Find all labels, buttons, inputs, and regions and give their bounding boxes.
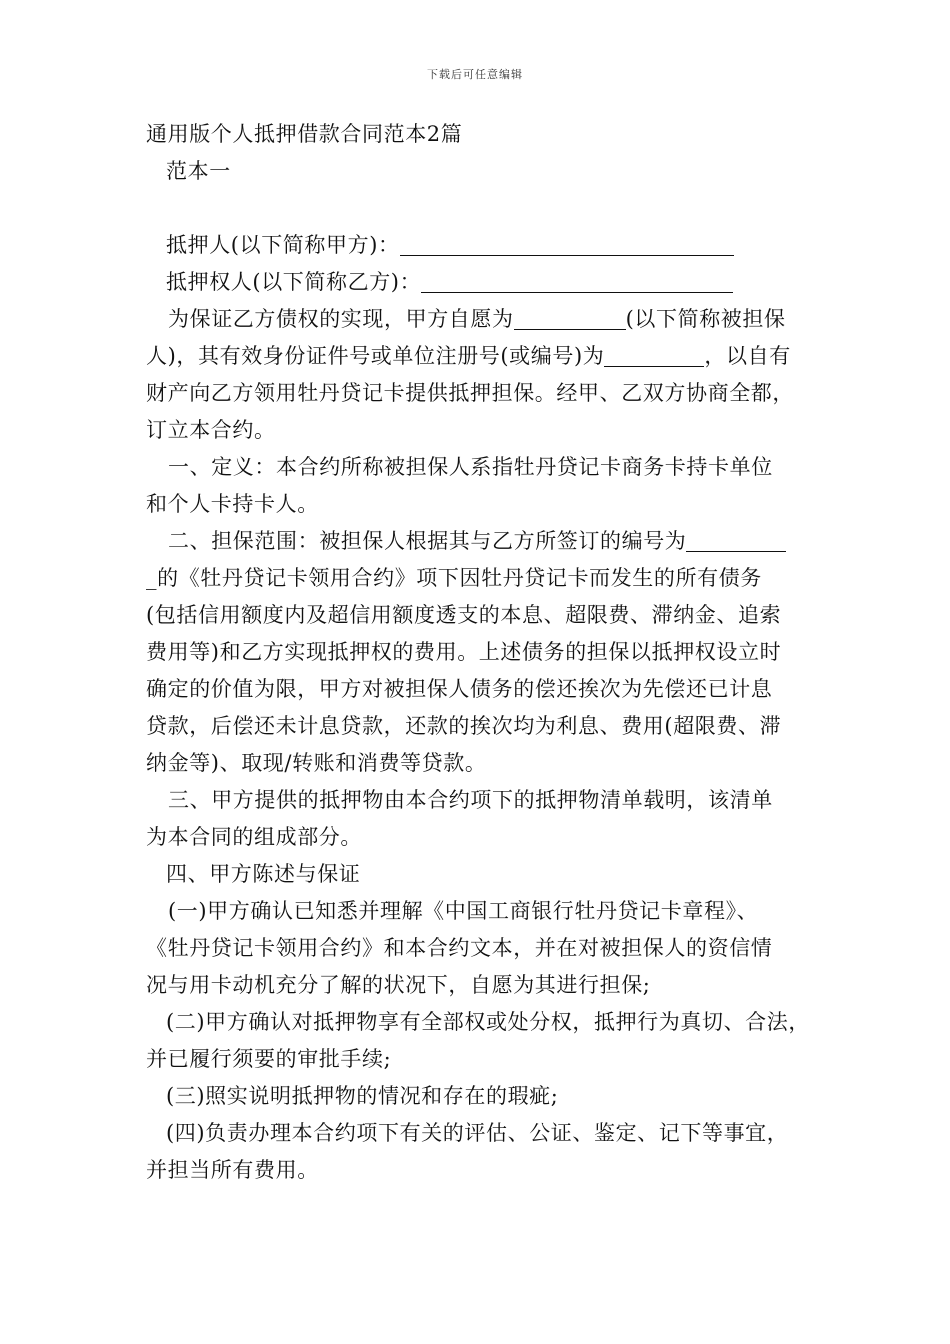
article-2-line: (包括信用额度内及超信用额度透支的本息、超限费、滞纳金、追索 bbox=[146, 603, 782, 627]
article-2-line: _的《牡丹贷记卡领用合约》项下因牡丹贷记卡而发生的所有债务 bbox=[146, 566, 762, 590]
paragraph-line bbox=[146, 301, 814, 338]
header-note: 下载后可任意编辑 bbox=[427, 68, 523, 81]
article-4-item-4-line: (四)负责办理本合约项下有关的评估、公证、鉴定、记下等事宜， bbox=[166, 1121, 789, 1145]
article-2-line bbox=[146, 523, 814, 560]
article-3-line: 为本合同的组成部分。 bbox=[146, 825, 362, 849]
article-4-item-3-line: (三)照实说明抵押物的情况和存在的瑕疵; bbox=[166, 1084, 559, 1108]
paragraph-line bbox=[146, 338, 814, 375]
mortgagee-line bbox=[146, 264, 814, 301]
document-subtitle: 范本一 bbox=[166, 159, 231, 183]
p1-text-c: 人)，其有效身份证件号或单位注册号(或编号)为 bbox=[146, 344, 605, 368]
paragraph-line: 订立本合约。 bbox=[146, 418, 276, 442]
article-4-item-1-line: 况与用卡动机充分了解的状况下，自愿为其进行担保; bbox=[146, 973, 651, 997]
article-2-line: 贷款，后偿还未计息贷款，还款的挨次均为利息、费用(超限费、滞 bbox=[146, 714, 782, 738]
article-1-line: 一、定义：本合约所称被担保人系指牡丹贷记卡商务卡持卡单位 bbox=[168, 455, 773, 479]
article-4-item-1-line: (一)甲方确认已知悉并理解《中国工商银行牡丹贷记卡章程》、 bbox=[168, 899, 759, 923]
paragraph-line: 财产向乙方领用牡丹贷记卡提供抵押担保。经甲、乙双方协商全都， bbox=[146, 381, 794, 405]
p1-text-a: 为保证乙方债权的实现，甲方自愿为 bbox=[168, 307, 514, 331]
article-4-item-2-line: 并已履行须要的审批手续; bbox=[146, 1047, 392, 1071]
spacer bbox=[146, 190, 814, 227]
document-body bbox=[146, 116, 814, 1189]
article-3-line: 三、甲方提供的抵押物由本合约项下的抵押物清单载明，该清单 bbox=[168, 788, 773, 812]
id-number-blank bbox=[604, 344, 704, 367]
p1-text-d: ，以自有 bbox=[704, 344, 791, 368]
contract-number-blank bbox=[686, 529, 786, 552]
mortgagee-label: 抵押权人(以下简称乙方)： bbox=[166, 270, 422, 294]
mortgagor-label: 抵押人(以下简称甲方)： bbox=[166, 233, 400, 257]
mortgagor-blank bbox=[400, 233, 734, 256]
article-2-line: 确定的价值为限，甲方对被担保人债务的偿还挨次为先偿还已计息 bbox=[146, 677, 773, 701]
article-1-line: 和个人卡持卡人。 bbox=[146, 492, 319, 516]
article-4-item-4-line: 并担当所有费用。 bbox=[146, 1158, 319, 1182]
article-2-line: 纳金等)、取现/转账和消费等贷款。 bbox=[146, 751, 487, 775]
p1-text-b: (以下简称被担保 bbox=[625, 307, 786, 331]
article-2-text: 二、担保范围：被担保人根据其与乙方所签订的编号为 bbox=[168, 529, 687, 553]
article-4-item-1-line: 《牡丹贷记卡领用合约》和本合约文本，并在对被担保人的资信情 bbox=[146, 936, 773, 960]
mortgagee-blank bbox=[421, 270, 733, 293]
article-2-line: 费用等)和乙方实现抵押权的费用。上述债务的担保以抵押权设立时 bbox=[146, 640, 782, 664]
article-4-heading: 四、甲方陈述与保证 bbox=[166, 862, 361, 886]
document-title: 通用版个人抵押借款合同范本2篇 bbox=[146, 122, 463, 146]
mortgagor-line bbox=[146, 227, 814, 264]
guaranteed-party-blank bbox=[514, 307, 626, 330]
article-4-item-2-line: (二)甲方确认对抵押物享有全部权或处分权，抵押行为真切、合法， bbox=[166, 1010, 810, 1034]
